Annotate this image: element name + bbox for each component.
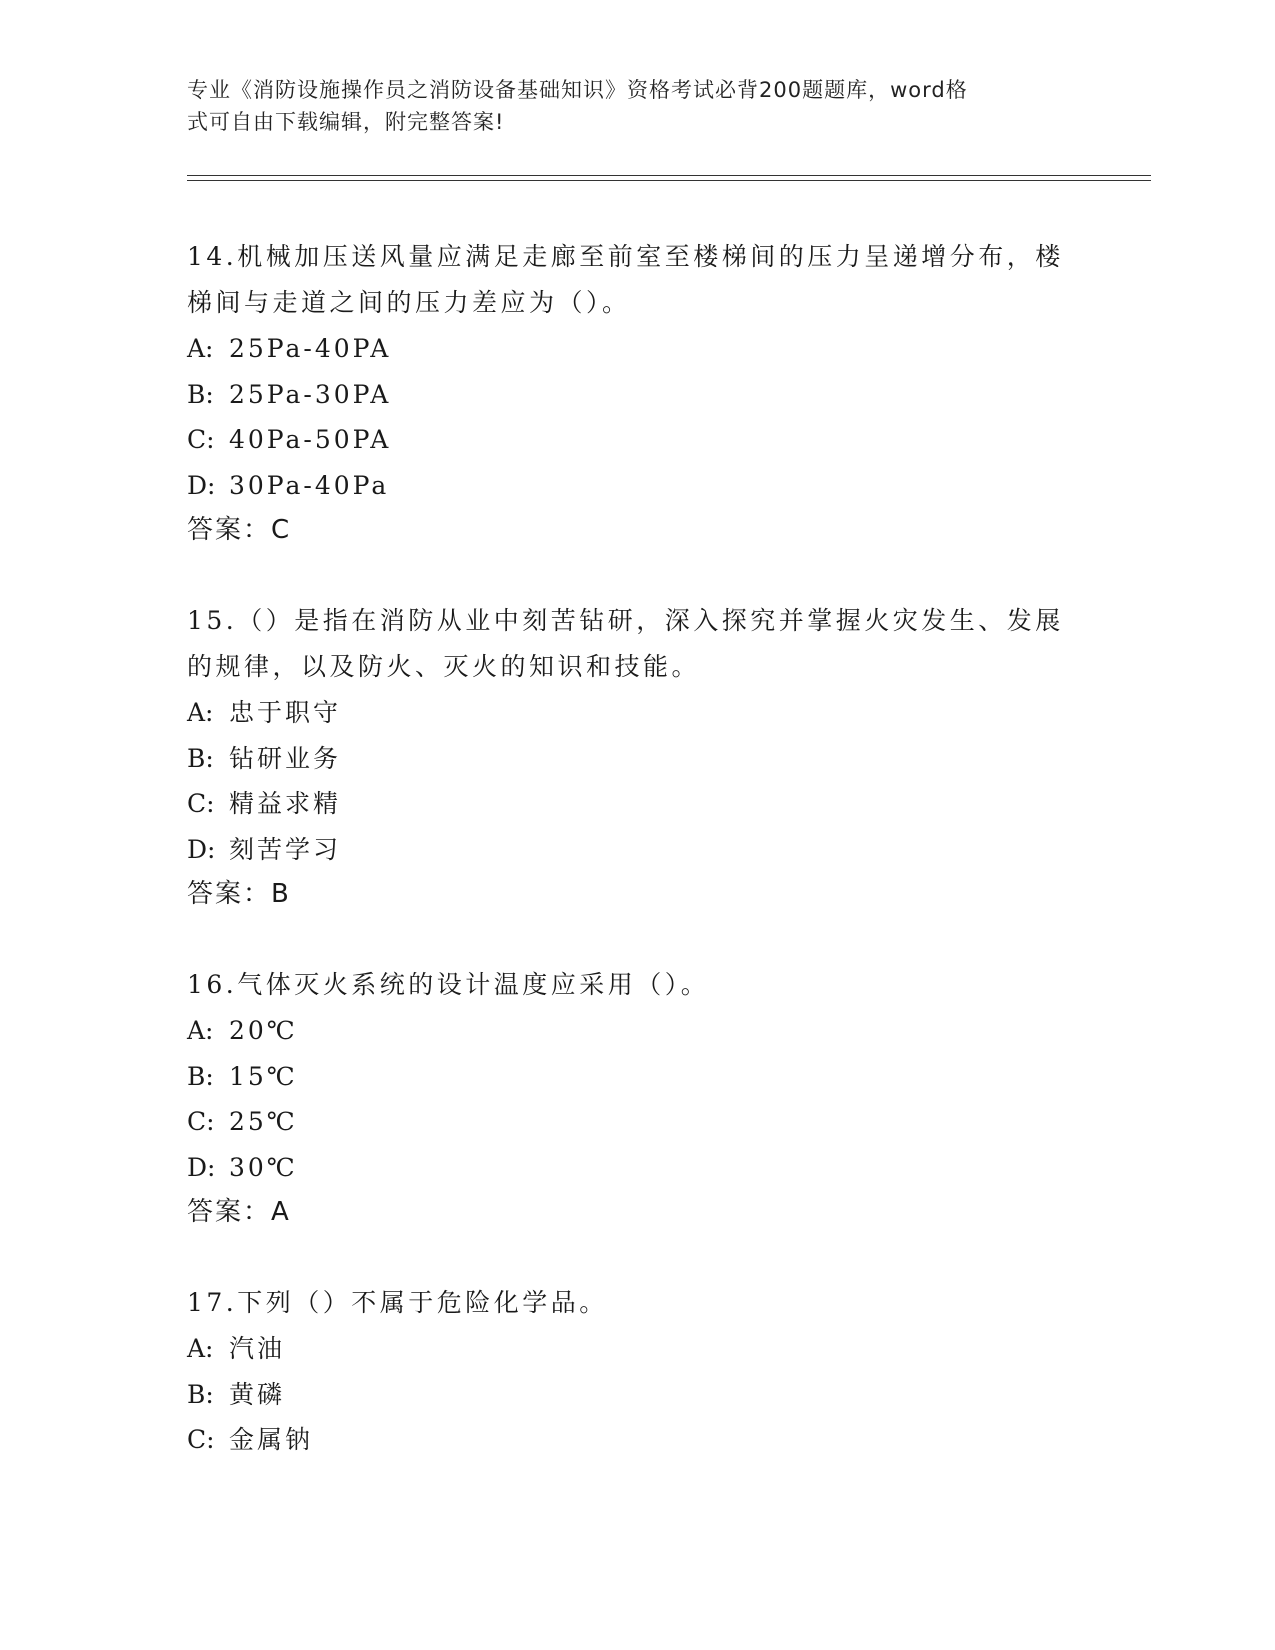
option-letter: A: — [187, 1016, 214, 1045]
question-stem-line: 的规律，以及防火、灭火的知识和技能。 — [187, 652, 701, 681]
option-letter: B: — [187, 379, 214, 409]
option-letter: D: — [187, 470, 216, 500]
option-text: 金属钠 — [229, 1425, 314, 1454]
option-text: 忠于职守 — [229, 698, 342, 727]
option-b — [187, 372, 1087, 418]
option-c — [187, 1099, 1087, 1145]
option-letter: C: — [187, 425, 215, 454]
option-letter: A: — [187, 334, 214, 363]
question-stem-line: 14.机械加压送风量应满足走廊至前室至楼梯间的压力呈递增分布，楼 — [187, 242, 1064, 271]
option-text: 精益求精 — [229, 789, 342, 818]
option-letter: A: — [187, 698, 214, 727]
option-text: 黄磷 — [229, 1379, 286, 1409]
question-list — [187, 234, 1087, 1508]
option-b — [187, 1054, 1087, 1100]
option-d — [187, 827, 1087, 873]
option-text: 25℃ — [229, 1107, 298, 1136]
option-d — [187, 1145, 1087, 1191]
option-letter: D: — [187, 834, 216, 864]
header-line-1: 专业《消防设施操作员之消防设备基础知识》资格考试必背200题题库，word格 — [187, 78, 968, 102]
option-letter: C: — [187, 789, 215, 818]
option-letter: B: — [187, 1379, 214, 1409]
document-header — [187, 74, 1067, 138]
option-text: 钻研业务 — [229, 743, 342, 773]
option-text: 30Pa-40Pa — [229, 470, 390, 500]
question-16 — [187, 962, 1087, 1235]
option-letter: B: — [187, 743, 214, 773]
question-14 — [187, 234, 1087, 553]
answer-line: 答案：C — [187, 515, 292, 545]
option-text: 25Pa-30PA — [229, 379, 392, 409]
option-text: 汽油 — [229, 1334, 286, 1363]
option-text: 30℃ — [229, 1152, 298, 1182]
header-divider-top — [187, 175, 1151, 176]
header-line-2: 式可自由下载编辑，附完整答案! — [187, 110, 505, 134]
question-stem-line: 16.气体灭火系统的设计温度应采用（）。 — [187, 970, 710, 999]
option-text: 15℃ — [229, 1061, 298, 1091]
option-a — [187, 690, 1087, 736]
option-letter: B: — [187, 1061, 214, 1091]
option-letter: C: — [187, 1107, 215, 1136]
option-a — [187, 1008, 1087, 1054]
answer-line: 答案：B — [187, 879, 291, 909]
question-17 — [187, 1280, 1087, 1463]
option-c — [187, 1417, 1087, 1463]
option-letter: D: — [187, 1152, 216, 1182]
option-letter: C: — [187, 1425, 215, 1454]
option-c — [187, 781, 1087, 827]
option-c — [187, 417, 1087, 463]
answer-line: 答案：A — [187, 1197, 291, 1227]
question-stem-line: 15.（）是指在消防从业中刻苦钻研，深入探究并掌握火灾发生、发展 — [187, 606, 1064, 635]
question-stem-line: 梯间与走道之间的压力差应为（）。 — [187, 288, 631, 317]
option-text: 刻苦学习 — [229, 834, 342, 864]
option-a — [187, 326, 1087, 372]
option-text: 20℃ — [229, 1016, 298, 1045]
option-b — [187, 736, 1087, 782]
option-text: 40Pa-50PA — [229, 425, 392, 454]
option-letter: A: — [187, 1334, 214, 1363]
option-b — [187, 1372, 1087, 1418]
header-divider-bottom — [187, 180, 1151, 181]
option-a — [187, 1326, 1087, 1372]
option-d — [187, 463, 1087, 509]
question-stem-line: 17.下列（）不属于危险化学品。 — [187, 1288, 608, 1317]
question-15 — [187, 598, 1087, 917]
option-text: 25Pa-40PA — [229, 334, 392, 363]
